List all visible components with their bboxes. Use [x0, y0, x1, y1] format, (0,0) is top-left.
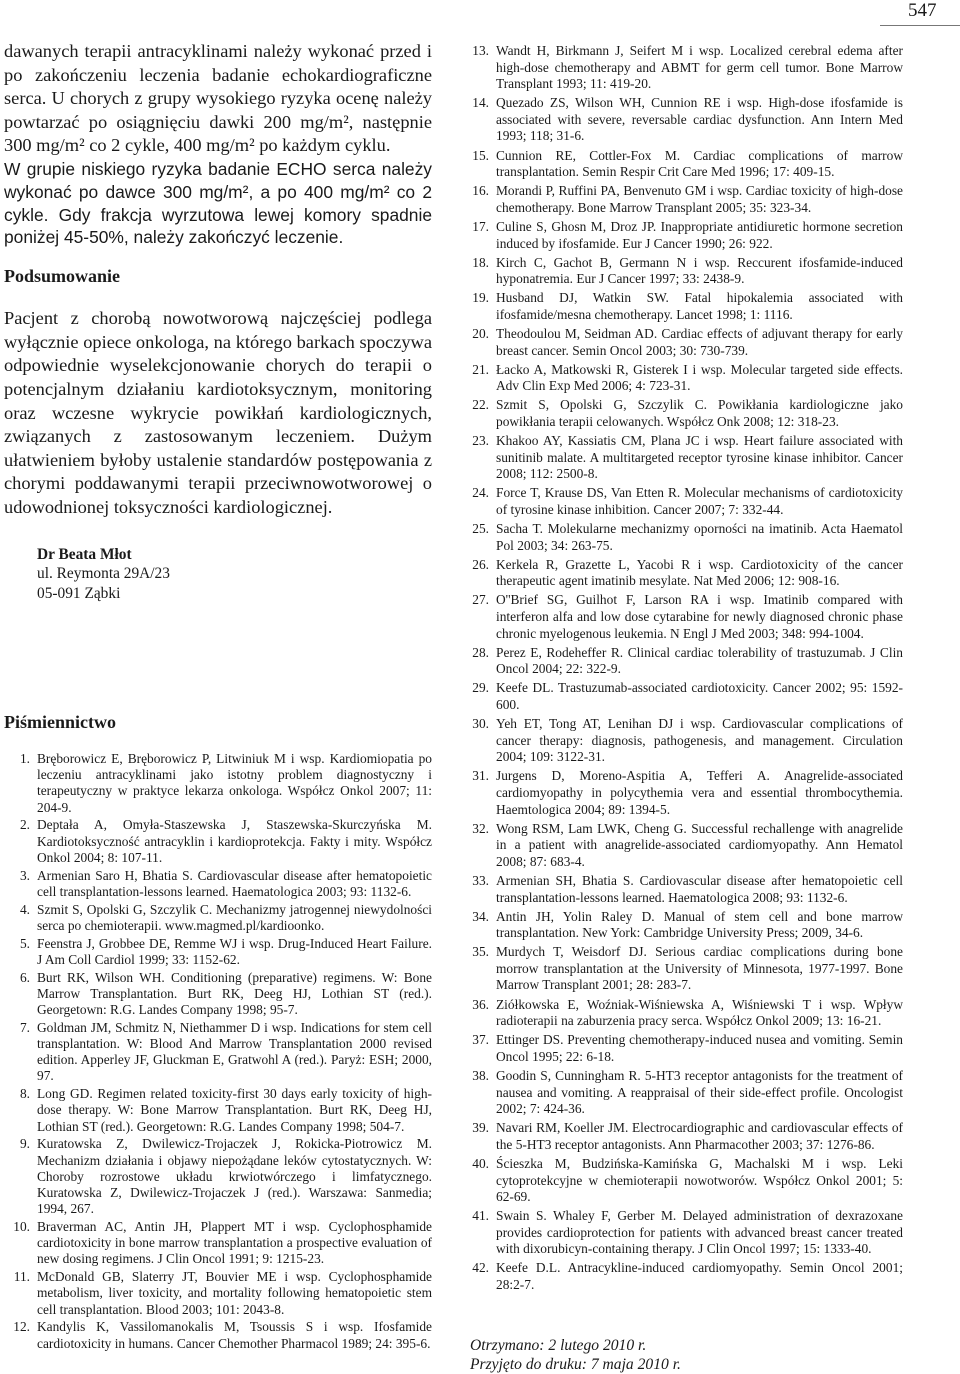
reference-text: Goldman JM, Schmitz N, Niethammer D i wsp. Indications for stem cell transplantation. W: Blood And Marrow Transplantation 2000 revised edition. Apperley JF, Gluckman E, Gratwohl A (red.). Paryż: ESH; 2000, 97. [37, 1019, 432, 1084]
reference-text: Husband DJ, Watkin SW. Fatal hipokalemia associated with ifosfamide/mesna chemotherapy. Lancet 1998; 1: 1116. [496, 290, 903, 322]
reference-number: 16. [472, 183, 489, 199]
reference-item [470, 821, 903, 871]
reference-text: Cunnion RE, Cottler-Fox M. Cardiac complications of marrow transplantation. Semin Respir Crit Care Med 1996; 17: 409-15. [496, 147, 903, 180]
reference-number: 2. [19, 817, 30, 833]
reference-item [8, 902, 432, 934]
reference-text: Ścieszka M, Budzińska-Kamińska G, Machalski M i wsp. Leki cytoprotekcyjne w chemioterapii nowotworów. Współcz Onkol 2001; 5: 62-69. [496, 1155, 903, 1205]
reference-text: Ziółkowska E, Woźniak-Wiśniewska A, Wiśniewski T i wsp. Wpływ radioterapii na zaburzenia pracy serca. Współcz Onkol 2009; 13: 16-21. [496, 996, 903, 1029]
reference-number: 10. [13, 1219, 30, 1235]
reference-text: Yeh ET, Tong AT, Lenihan DJ i wsp. Cardiovascular complications of cancer therapy: diagnosis, pathogenesis, and management. Circulation 2004; 109: 3122-31. [496, 716, 903, 765]
reference-item [8, 970, 432, 1019]
reference-item [470, 1208, 903, 1258]
reference-item [470, 433, 903, 483]
reference-text: Morandi P, Ruffini PA, Benvenuto GM i wsp. Cardiac toxicity of high-dose chemotherapy. Bone Marrow Transplant 2005; 35: 323-34. [496, 183, 903, 215]
reference-item [470, 485, 903, 518]
reference-number: 27. [472, 592, 489, 608]
reference-number: 41. [472, 1208, 489, 1224]
reference-item [470, 397, 903, 430]
reference-number: 5. [19, 935, 30, 951]
reference-text: Bręborowicz E, Bręborowicz P, Litwiniuk M i wsp. Kardiomiopatia po leczeniu antracyklinami jako istotny problem diagnostyczny i terapeutyczny w praktyce lekarza onkologa. Współcz Onkol 2007; 11: 204-9. [37, 751, 432, 815]
reference-text: Ettinger DS. Preventing chemotherapy-induced nusea and vomiting. Semin Oncol 1995; 22: 6-18. [496, 1032, 903, 1064]
reference-text: Kirch C, Gachot B, Germann N i wsp. Reccurent ifosfamide-induced hyponatremia. Eur J Cancer 1997; 33: 2438-9. [496, 254, 903, 287]
reference-number: 33. [472, 872, 489, 888]
reference-number: 6. [19, 969, 30, 985]
reference-item [470, 645, 903, 678]
summary-paragraph: Pacjent z chorobą nowotworową najczęściej podlega wyłącznie opiece onkologa, na którego barkach spoczywa odpowiednie wyselekcjonowanie chorych do terapii o potencjalnym działaniu kardiotoksycznym, monitoring oraz wczesne wykrycie powikłań kardiologicznych, związanych z zastosowanym leczeniem. Dużym ułatwieniem byłoby ustalenie standardów postępowania z chorymi poddawanymi terapii przeciwnowotworowej o udowodnionej toksyczności kardiologicznej. [4, 308, 432, 517]
reference-text: Perez E, Rodeheffer R. Clinical cardiac tolerability of trastuzumab. J Clin Oncol 2004; 22: 322-9. [496, 644, 903, 677]
reference-number: 20. [472, 326, 489, 341]
reference-number: 37. [472, 1032, 489, 1048]
reference-number: 39. [472, 1120, 489, 1136]
reference-text: Feenstra J, Grobbee DE, Remme WJ i wsp. Drug-Induced Heart Failure. J Am Coll Cardiol 1999; 33: 1152-62. [37, 935, 432, 967]
reference-number: 35. [472, 944, 489, 960]
reference-text: Quezado ZS, Wilson WH, Cunnion RE i wsp. High-dose ifosfamide is associated with severe, reversable cardiac dysfunction. Ann Intern Med 1993; 118; 31-6. [496, 95, 903, 144]
reference-text: Long GD. Regimen related toxicity-first 30 days early toxicity of high-dose therapy. W: Bone Marrow Transplantation. Burt RK, Deeg HJ, Lothian ST (red.). Georgetown: R.G. Landes Company 1998; 504-7. [37, 1086, 432, 1134]
reference-text: Armenian SH, Bhatia S. Cardiovascular disease after hematopoietic cell transplantation-lessons learned. Haematologica 2008; 93: 1132-6. [496, 872, 903, 905]
reference-number: 17. [472, 218, 489, 234]
reference-item [470, 521, 903, 554]
summary-heading: Podsumowanie [4, 266, 121, 287]
reference-item [8, 1136, 432, 1217]
reference-item [8, 1319, 432, 1351]
reference-item [470, 768, 903, 818]
reference-text: Force T, Krause DS, Van Etten R. Molecular mechanisms of cardiotoxicity of tyrosine kinase inhibition. Cancer 2007; 7: 332-44. [496, 485, 903, 517]
reference-item [470, 183, 903, 216]
reference-item [470, 997, 903, 1030]
reference-number: 28. [472, 644, 489, 660]
reference-number: 30. [472, 716, 489, 732]
references-list-left [4, 751, 432, 1352]
reference-text: Murdych T, Weisdorf DJ. Serious cardiac complications during bone morrow transplantation at the University of Minnesota, 1977-1997. Bone Marrow Transplant 2001; 28: 283-7. [496, 944, 903, 993]
reference-item [470, 95, 903, 145]
reference-item [470, 557, 903, 590]
reference-number: 26. [472, 556, 489, 572]
reference-item [470, 716, 903, 766]
reference-number: 32. [472, 820, 489, 836]
reference-number: 15. [472, 147, 489, 163]
reference-text: Armenian Saro H, Bhatia S. Cardiovascular disease after hematopoietic cell transplantation-lessons learned. Haematologica 2003; 93: 1132-6. [37, 867, 432, 899]
reference-text: Wandt H, Birkmann J, Seifert M i wsp. Localized cerebral edema after high-dose chemotherapy and ABMT for germ cell tumor. Bone Marrow Transplant 1993; 11: 419-20. [496, 43, 903, 92]
reference-number: 38. [472, 1067, 489, 1083]
reference-number: 1. [19, 751, 30, 766]
reference-item [470, 148, 903, 181]
reference-number: 29. [472, 680, 489, 696]
reference-number: 42. [472, 1260, 489, 1276]
reference-item [8, 817, 432, 866]
reference-text: Szmit S, Opolski G, Szczylik C. Mechanizmy jatrogennej niewydolności serca po chemioterapii. www.magmed.pl/kardioonko. [37, 901, 432, 933]
reference-text: Swain S. Whaley F, Gerber M. Delayed administration of dexrazoxane provides cardioprotection for patients with advanced breast cancer treated with dixorubicyn-containing therapy. J Clin Oncol 1997; 15: 1333-40. [496, 1208, 903, 1257]
received-date: Otrzymano: 2 lutego 2010 r. [470, 1336, 647, 1354]
reference-text: Keefe DL. Trastuzumab-associated cardiotoxicity. Cancer 2002; 95: 1592-600. [496, 680, 903, 712]
page-number: 547 [908, 0, 937, 21]
author-address [4, 545, 432, 604]
reference-text: Szmit S, Opolski G, Szczylik C. Powikłania kardiologiczne jako powikłania terapii celowanych. Współcz Onk 2008; 12: 318-23. [496, 397, 903, 429]
reference-number: 36. [472, 996, 489, 1012]
reference-item [8, 936, 432, 968]
intro-paragraph: dawanych terapii antracyklinami należy wykonać przed i po zakończeniu leczenia badanie echokardiograficzne serca. U chorych z grupy wysokiego ryzyka ocenę należy powtarzać po osiągnięciu dawki 200 mg/m², następnie 300 mg/m² co 2 cykle, 400 mg/m² po każdym cyklu. [4, 41, 432, 156]
reference-number: 8. [19, 1086, 30, 1102]
reference-item [8, 1086, 432, 1135]
reference-text: Łacko A, Matkowski R, Gisterek I i wsp. Molecular targeted side effects. Adv Clin Exp Med 2006; 4: 723-31. [496, 361, 903, 394]
reference-number: 12. [13, 1319, 30, 1335]
reference-text: Burt RK, Wilson WH. Conditioning (preparative) regimens. W: Bone Marrow Transplantation. Burt RK, Deeg HJ, Lothian ST (red.). Georgetown: R.G. Landes Company 1998; 95-7. [37, 969, 432, 1018]
reference-number: 7. [19, 1019, 30, 1035]
reference-item [8, 1219, 432, 1268]
reference-item [470, 944, 903, 994]
reference-item [470, 219, 903, 252]
left-column [4, 40, 432, 1353]
reference-item [470, 43, 903, 93]
reference-number: 22. [472, 397, 489, 413]
reference-item [470, 1068, 903, 1118]
reference-number: 14. [472, 95, 489, 111]
accepted-date: Przyjęto do druku: 7 maja 2010 r. [470, 1355, 681, 1373]
reference-item [470, 873, 903, 906]
reference-number: 4. [19, 901, 30, 917]
reference-text: Wong RSM, Lam LWK, Cheng G. Successful rechallenge with anagrelide in a patient with anagrelide-associated cardiomyopathy. Ann Hematol 2008; 87: 683-4. [496, 820, 903, 869]
reference-item [470, 1120, 903, 1153]
reference-item [8, 1020, 432, 1085]
reference-text: Kandylis K, Vassilomanokalis M, Tsoussis S i wsp. Ifosfamide cardiotoxicity in humans. Cancer Chemother Pharmacol 1989; 24: 395-6. [37, 1319, 432, 1351]
reference-text: Kuratowska Z, Dwilewicz-Trojaczek J, Rokicka-Piotrowicz M. Mechanizm działania i objawy niepożądane leków cytostatycznych. W: Choroby rozrostowe układu krwiotwórczego i limfatycznego. Kuratowska Z, Dwilewicz-Trojaczek J (red.). Warszawa: Sanmedia; 1994, 267. [37, 1136, 432, 1217]
reference-text: Culine S, Ghosn M, Droz JP. Inappropriate antidiuretic hormone secretion induced by ifosfamide. Eur J Cancer 1990; 26: 922. [496, 218, 903, 251]
page-header-rule [880, 25, 960, 26]
reference-item [8, 1269, 432, 1318]
reference-text: Goodin S, Cunningham R. 5-HT3 receptor antagonists for the treatment of nausea and vomiting. A reappraisal of their side-effect profile. Oncologist 2002; 7: 424-36. [496, 1067, 903, 1117]
reference-item [470, 1032, 903, 1065]
reference-text: Kerkela R, Grazette L, Yacobi R i wsp. Cardiotoxicity of the cancer therapeutic agent imatinib mesylate. Nat Med 2006; 12: 908-16. [496, 556, 903, 589]
reference-item [470, 362, 903, 395]
reference-number: 31. [472, 768, 489, 784]
reference-text: O''Brief SG, Guilhot F, Larson RA i wsp. Imatinib compared with interferon alfa and low dose cytarabine for newly diagnosed chronic phase chronic myelogenous leukemia. N Engl J Med 2003; 348: 994-1004. [496, 592, 903, 641]
reference-text: Jurgens D, Moreno-Aspitia A, Tefferi A. Anagrelide-associated cardiomyopathy in polycythemia vera and essential thrombocythemia. Haemtologica 2004; 89: 1394-5. [496, 768, 903, 817]
reference-number: 18. [472, 254, 489, 270]
reference-number: 40. [472, 1155, 489, 1171]
author-name: Dr Beata Młot [37, 545, 132, 563]
reference-item [470, 255, 903, 288]
reference-text: Keefe D.L. Antracykline-induced cardiomyopathy. Semin Oncol 2001; 28:2-7. [496, 1260, 903, 1293]
reference-number: 11. [13, 1269, 30, 1285]
reference-number: 3. [19, 867, 30, 883]
reference-number: 19. [472, 290, 489, 306]
low-risk-paragraph: W grupie niskiego ryzyka badanie ECHO serca należy wykonać po dawce 300 mg/m², a po 400 mg/m² co 2 cykle. Gdy frakcja wyrzutowa lewej komory spadnie poniżej 45-50%, należy zakończyć leczenie. [4, 158, 432, 248]
reference-item [470, 592, 903, 642]
references-heading: Piśmiennictwo [4, 712, 116, 732]
author-street: ul. Reymonta 29A/23 [37, 565, 170, 582]
reference-number: 21. [472, 361, 489, 377]
reference-text: Braverman AC, Antin JH, Plappert MT i wsp. Cyclophosphamide cardiotoxicity in bone marrow transplantation a prospective evaluation of new dosing regimens. J Clin Oncol 1991; 9: 1215-23. [37, 1219, 432, 1267]
right-column [470, 43, 903, 1374]
reference-text: Theodoulou M, Seidman AD. Cardiac effects of adjuvant therapy for early breast cancer. Semin Oncol 2003; 30: 730-739. [496, 326, 903, 358]
reference-item [8, 868, 432, 900]
article-dates [470, 1336, 903, 1374]
reference-text: Antin JH, Yolin Raley D. Manual of stem cell and bone marrow transplantation. New York: Cambridge University Press; 2009, 34-6. [496, 908, 903, 941]
reference-text: McDonald GB, Slaterry JT, Bouvier ME i wsp. Cyclophosphamide metabolism, liver toxicity, and mortality following hematopoietic stem cell transplantation. Blood 2003; 101: 2043-8. [37, 1269, 432, 1317]
reference-item [8, 751, 432, 816]
reference-number: 25. [472, 521, 489, 537]
reference-number: 24. [472, 485, 489, 501]
references-list-right [470, 43, 903, 1294]
reference-item [470, 909, 903, 942]
reference-number: 13. [472, 43, 489, 58]
reference-text: Khakoo AY, Kassiatis CM, Plana JC i wsp. Heart failure associated with sunitinib malate. A multitargeted receptor tyrosine kinase inhibitor. Cancer 2008; 112: 2500-8. [496, 433, 903, 482]
reference-number: 23. [472, 433, 489, 449]
reference-number: 9. [19, 1136, 30, 1152]
reference-text: Navari RM, Koeller JM. Electrocardiographic and cardiovascular effects of the 5-HT3 receptor antagonists. Ann Pharmacother 2003; 37: 1276-86. [496, 1120, 903, 1152]
reference-number: 34. [472, 908, 489, 924]
reference-item [470, 326, 903, 359]
reference-item [470, 1156, 903, 1206]
reference-text: Sacha T. Molekularne mechanizmy oporności na imatinib. Acta Haematol Pol 2003; 34: 263-75. [496, 521, 903, 553]
reference-item [470, 680, 903, 713]
author-city: 05-091 Ząbki [37, 584, 121, 602]
reference-text: Deptała A, Omyła-Staszewska J, Staszewska-Skurczyńska M. Kardiotoksyczność antracyklin i kardioprotekcja. Fakty i mity. Współcz Onkol 2004; 8: 107-11. [37, 817, 432, 865]
reference-item [470, 1260, 903, 1293]
reference-item [470, 290, 903, 323]
